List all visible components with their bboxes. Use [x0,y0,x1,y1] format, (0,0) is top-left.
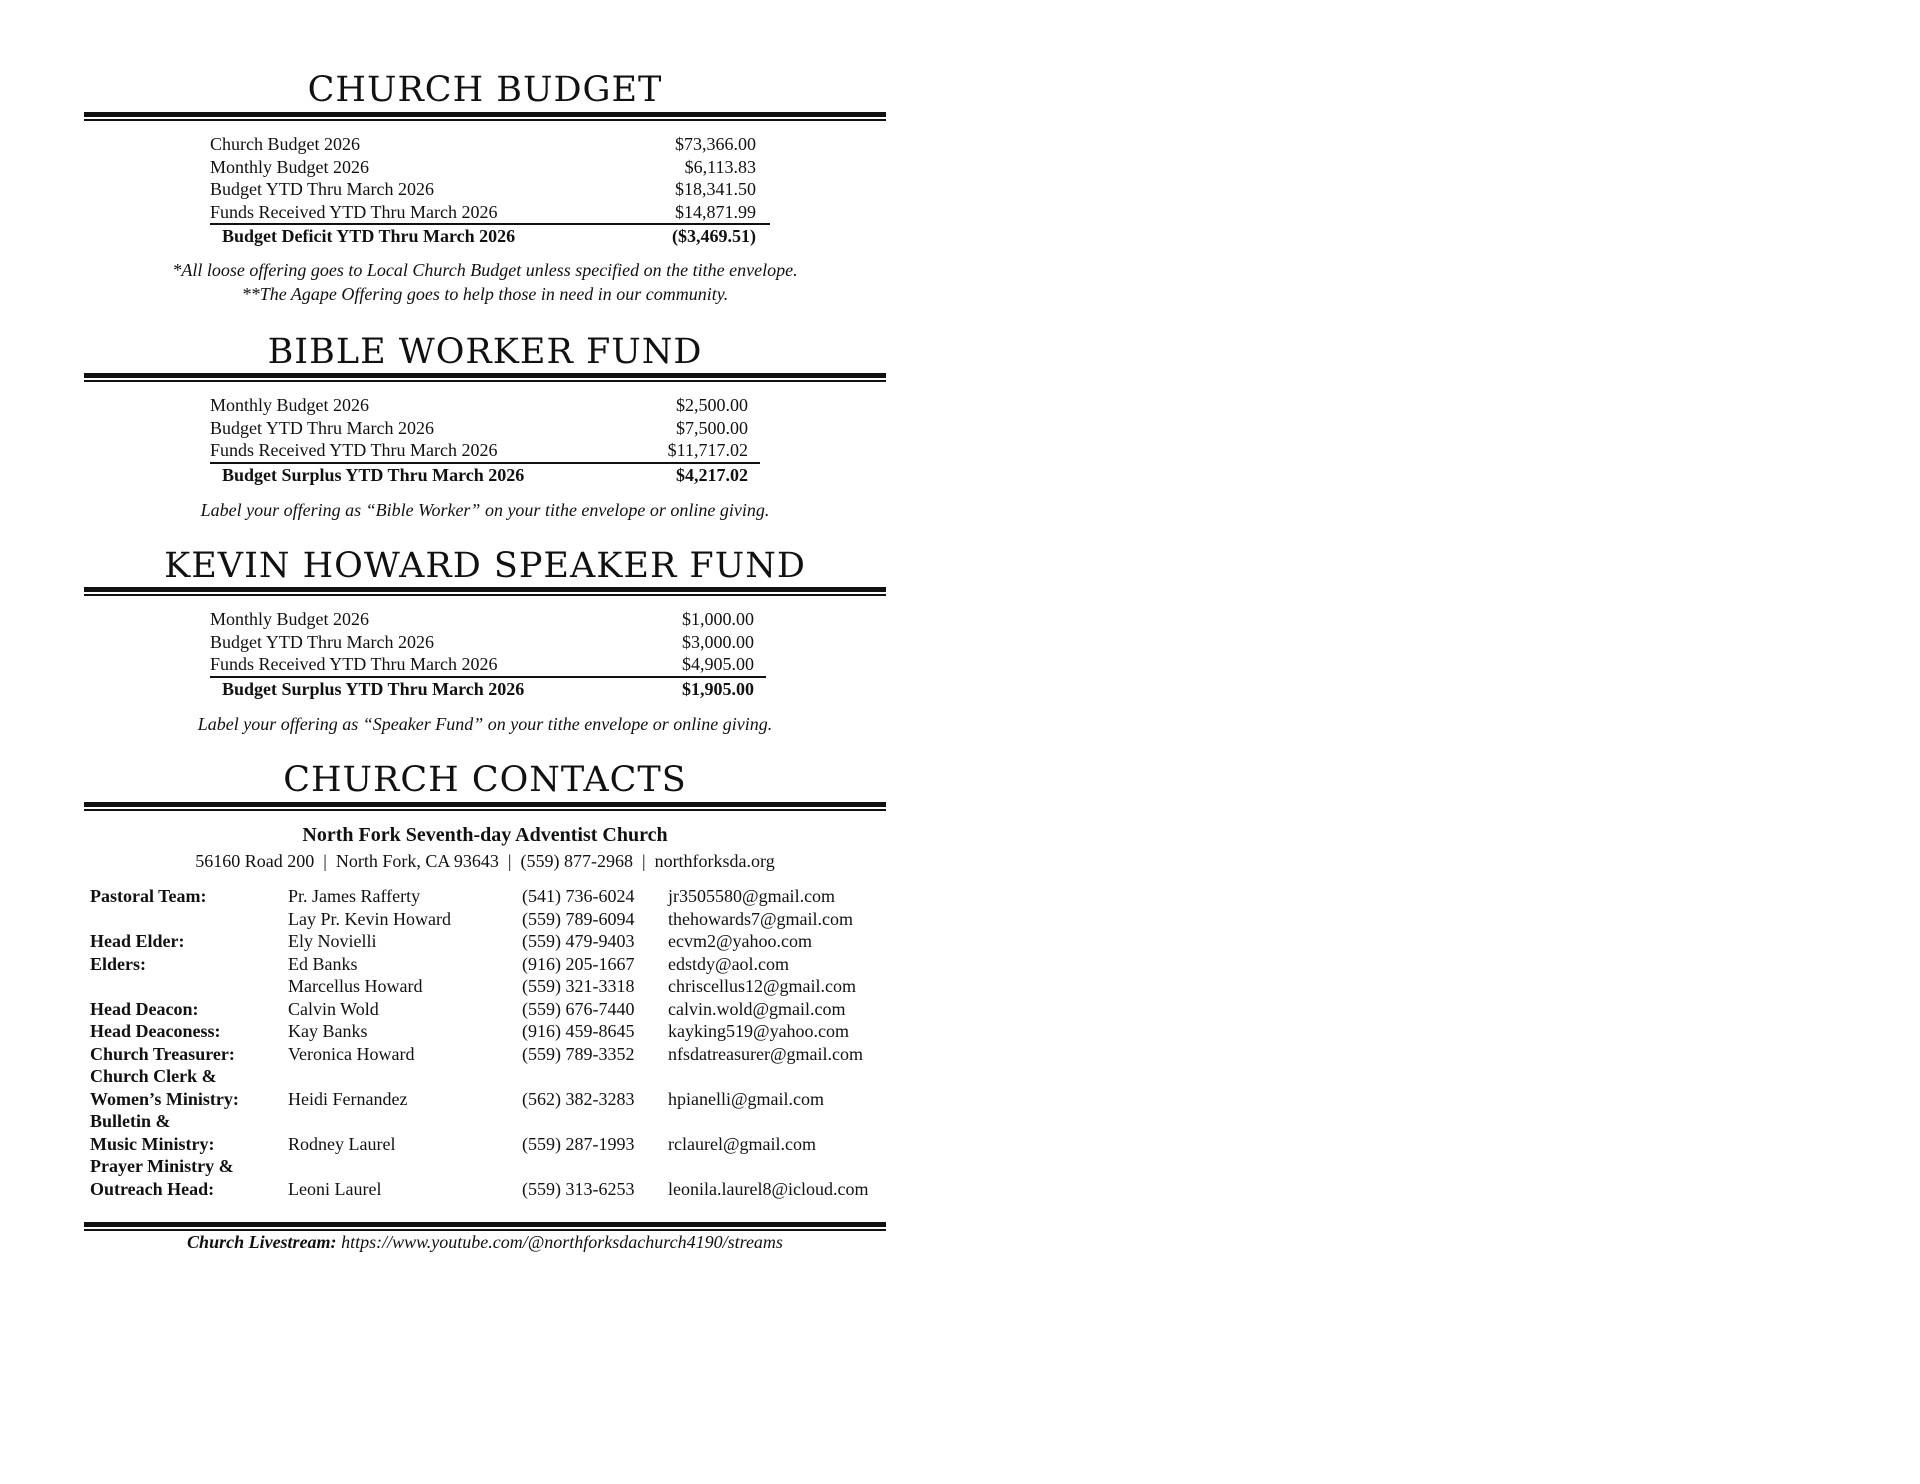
contact-name: Kay Banks [288,1021,368,1041]
contact-phone: (559) 789-6094 [522,908,635,929]
contact-role: Elders: [90,953,146,974]
contact-email: edstdy@aol.com [668,953,790,974]
contact-phone: (559) 313-6253 [522,1178,635,1199]
contact-phone: (541) 736-6024 [522,886,635,906]
row-label: Church Budget 2026 [210,134,360,154]
row-amount: $73,366.00 [675,134,756,154]
total-amount: $1,905.00 [682,678,754,699]
contact-email: jr3505580@gmail.com [668,886,836,906]
total-label: Budget Surplus YTD Thru March 2026 [222,678,525,699]
budget-row [210,156,770,179]
row-label: Budget YTD Thru March 2026 [210,179,434,199]
row-label: Monthly Budget 2026 [210,609,370,629]
budget-note [84,258,886,306]
row-label: Budget YTD Thru March 2026 [210,417,434,438]
contact-phone: (559) 676-7440 [522,998,635,1019]
budget-row [210,178,770,201]
bible-worker-note: Label your offering as “Bible Worker” on your tithe envelope or online giving. [200,500,770,520]
budget-row [210,653,766,676]
budget-row [210,439,760,462]
agape-offering-note: **The Agape Offering goes to help those in need in our community. [241,284,729,304]
contact-email: chriscellus12@gmail.com [668,976,857,996]
total-label: Budget Surplus YTD Thru March 2026 [222,464,525,485]
row-amount: $3,000.00 [682,631,754,652]
contact-phone: (559) 287-1993 [522,1133,635,1154]
church-contacts-title: CHURCH CONTACTS [283,760,687,800]
contact-name: Lay Pr. Kevin Howard [288,908,451,929]
row-label: Funds Received YTD Thru March 2026 [210,654,498,674]
total-amount: $4,217.02 [676,464,748,485]
church-budget-title: CHURCH BUDGET [307,70,663,110]
row-amount: $6,113.83 [684,156,756,177]
footer-divider [84,1222,886,1231]
contact-name: Marcellus Howard [288,976,423,996]
livestream-label: Church Livestream: [187,1232,337,1252]
budget-total-row [210,462,760,487]
speaker-fund-note: Label your offering as “Speaker Fund” on your tithe envelope or online giving. [197,714,773,734]
church-budget-table [210,133,770,248]
contact-name: Calvin Wold [288,998,379,1019]
contact-name: Pr. James Rafferty [288,886,421,906]
contact-email: thehowards7@gmail.com [668,908,854,929]
speaker-fund-title: KEVIN HOWARD SPEAKER FUND [164,546,806,586]
contact-phone: (559) 789-3352 [522,1043,635,1064]
budget-row [210,417,760,440]
section-divider [84,373,886,382]
contact-name: Heidi Fernandez [288,1088,408,1109]
row-amount: $2,500.00 [676,395,748,415]
budget-row [210,394,760,417]
section-divider [84,112,886,121]
contact-role: Music Ministry: [90,1133,215,1154]
contact-name: Ed Banks [288,953,358,974]
budget-row [210,133,770,156]
row-label: Funds Received YTD Thru March 2026 [210,440,498,460]
row-amount: $14,871.99 [675,201,756,222]
contact-role: Head Deacon: [90,998,199,1019]
contact-email: hpianelli@gmail.com [668,1088,825,1109]
contact-role: Outreach Head: [90,1178,215,1199]
contact-email: rclaurel@gmail.com [668,1133,817,1154]
speaker-fund-table [210,608,766,700]
contact-role: Prayer Ministry & [90,1156,234,1176]
contact-role: Church Treasurer: [90,1043,235,1064]
contact-phone: (559) 479-9403 [522,931,635,951]
contact-name: Ely Novielli [288,931,377,951]
church-address: 56160 Road 200 | North Fork, CA 93643 | (559) 877-2968 | northforksda.org [195,851,775,871]
row-label: Monthly Budget 2026 [210,156,370,177]
contact-phone: (559) 321-3318 [522,976,635,996]
row-label: Funds Received YTD Thru March 2026 [210,201,498,222]
budget-total-row [210,676,766,701]
livestream-url[interactable]: https://www.youtube.com/@northforksdachurch4190/streams [341,1232,783,1252]
row-label: Budget YTD Thru March 2026 [210,631,434,652]
row-amount: $4,905.00 [682,654,754,674]
row-label: Monthly Budget 2026 [210,395,370,415]
contact-email: kayking519@yahoo.com [668,1021,850,1041]
contact-name: Rodney Laurel [288,1133,396,1154]
contact-role: Head Deaconess: [90,1021,221,1041]
budget-total-row [210,223,770,248]
budget-row [210,631,766,654]
section-divider [84,802,886,811]
row-amount: $18,341.50 [675,179,756,199]
contact-role: Church Clerk & [90,1066,217,1086]
bible-worker-title: BIBLE WORKER FUND [267,332,703,372]
budget-row [210,608,766,631]
contact-role: Bulletin & [90,1111,171,1131]
section-divider [84,587,886,596]
contact-email: leonila.laurel8@icloud.com [668,1178,869,1199]
contact-email: nfsdatreasurer@gmail.com [668,1043,864,1064]
contact-phone: (916) 459-8645 [522,1021,635,1041]
loose-offering-note: *All loose offering goes to Local Church Budget unless specified on the tithe envelope. [172,260,798,280]
row-amount: $7,500.00 [676,417,748,438]
contact-role: Women’s Ministry: [90,1088,239,1109]
livestream-line [84,1232,886,1253]
budget-row [210,201,770,224]
contact-name: Veronica Howard [288,1043,415,1064]
bible-worker-table [210,394,760,486]
contact-email: ecvm2@yahoo.com [668,931,813,951]
contact-phone: (562) 382-3283 [522,1088,635,1109]
row-amount: $1,000.00 [682,609,754,629]
contact-role: Pastoral Team: [90,886,207,906]
row-amount: $11,717.02 [667,440,748,460]
contact-name: Leoni Laurel [288,1178,382,1199]
contact-role: Head Elder: [90,931,185,951]
total-amount: ($3,469.51) [672,226,756,246]
church-name: North Fork Seventh-day Adventist Church [302,824,668,846]
total-label: Budget Deficit YTD Thru March 2026 [222,226,516,246]
contact-phone: (916) 205-1667 [522,953,635,974]
contact-email: calvin.wold@gmail.com [668,998,846,1019]
